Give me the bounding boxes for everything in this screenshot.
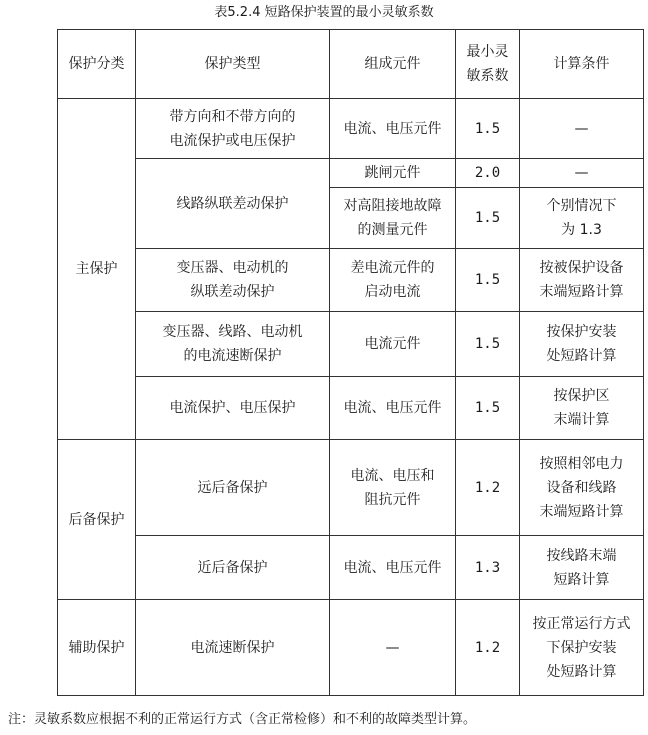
coeff-cell: 1.2 bbox=[456, 600, 520, 696]
header-type: 保护类型 bbox=[136, 30, 330, 99]
table-note: 注：灵敏系数应根据不利的正常运行方式（含正常检修）和不利的故障类型计算。 bbox=[8, 712, 477, 727]
type-cell: 带方向和不带方向的 电流保护或电压保护 bbox=[136, 99, 330, 159]
category-cell: 后备保护 bbox=[58, 440, 136, 600]
component-cell: 电流、电压元件 bbox=[330, 99, 456, 159]
coeff-cell: 1.5 bbox=[456, 99, 520, 159]
type-cell: 远后备保护 bbox=[136, 440, 330, 536]
category-cell: 辅助保护 bbox=[58, 600, 136, 696]
type-cell: 变压器、电动机的 纵联差动保护 bbox=[136, 249, 330, 312]
condition-cell: 按保护区 末端计算 bbox=[520, 377, 644, 440]
condition-cell: 个别情况下 为 1.3 bbox=[520, 188, 644, 249]
header-component: 组成元件 bbox=[330, 30, 456, 99]
table-row bbox=[58, 249, 644, 312]
component-cell: 电流、电压元件 bbox=[330, 377, 456, 440]
coeff-cell: 1.5 bbox=[456, 377, 520, 440]
component-cell: 对高阻接地故障 的测量元件 bbox=[330, 188, 456, 249]
condition-cell: 按线路末端 短路计算 bbox=[520, 536, 644, 600]
component-cell: 电流、电压和 阻抗元件 bbox=[330, 440, 456, 536]
table-caption: 表5.2.4 短路保护装置的最小灵敏系数 bbox=[214, 5, 434, 20]
condition-cell: — bbox=[520, 99, 644, 159]
condition-cell: — bbox=[520, 159, 644, 188]
component-cell: 电流元件 bbox=[330, 312, 456, 377]
condition-cell: 按照相邻电力 设备和线路 末端短路计算 bbox=[520, 440, 644, 536]
header-condition: 计算条件 bbox=[520, 30, 644, 99]
type-cell: 线路纵联差动保护 bbox=[136, 159, 330, 249]
table-row bbox=[58, 377, 644, 440]
header-category: 保护分类 bbox=[58, 30, 136, 99]
coeff-cell: 1.5 bbox=[456, 312, 520, 377]
coeff-cell: 1.5 bbox=[456, 188, 520, 249]
component-cell: — bbox=[330, 600, 456, 696]
condition-cell: 按保护安装 处短路计算 bbox=[520, 312, 644, 377]
component-cell: 跳闸元件 bbox=[330, 159, 456, 188]
table-row bbox=[58, 312, 644, 377]
component-cell: 差电流元件的 启动电流 bbox=[330, 249, 456, 312]
type-cell: 近后备保护 bbox=[136, 536, 330, 600]
category-cell: 主保护 bbox=[58, 99, 136, 440]
table-row bbox=[58, 99, 644, 159]
table-row bbox=[58, 600, 644, 696]
table-row bbox=[58, 536, 644, 600]
coeff-cell: 2.0 bbox=[456, 159, 520, 188]
condition-cell: 按被保护设备 末端短路计算 bbox=[520, 249, 644, 312]
coeff-cell: 1.3 bbox=[456, 536, 520, 600]
table-row bbox=[58, 440, 644, 536]
sensitivity-table bbox=[57, 29, 644, 696]
header-min-coeff: 最小灵 敏系数 bbox=[456, 30, 520, 99]
type-cell: 变压器、线路、电动机 的电流速断保护 bbox=[136, 312, 330, 377]
component-cell: 电流、电压元件 bbox=[330, 536, 456, 600]
condition-cell: 按正常运行方式 下保护安装 处短路计算 bbox=[520, 600, 644, 696]
coeff-cell: 1.5 bbox=[456, 249, 520, 312]
type-cell: 电流保护、电压保护 bbox=[136, 377, 330, 440]
header-row bbox=[58, 30, 644, 99]
table-row bbox=[58, 159, 644, 188]
type-cell: 电流速断保护 bbox=[136, 600, 330, 696]
coeff-cell: 1.2 bbox=[456, 440, 520, 536]
